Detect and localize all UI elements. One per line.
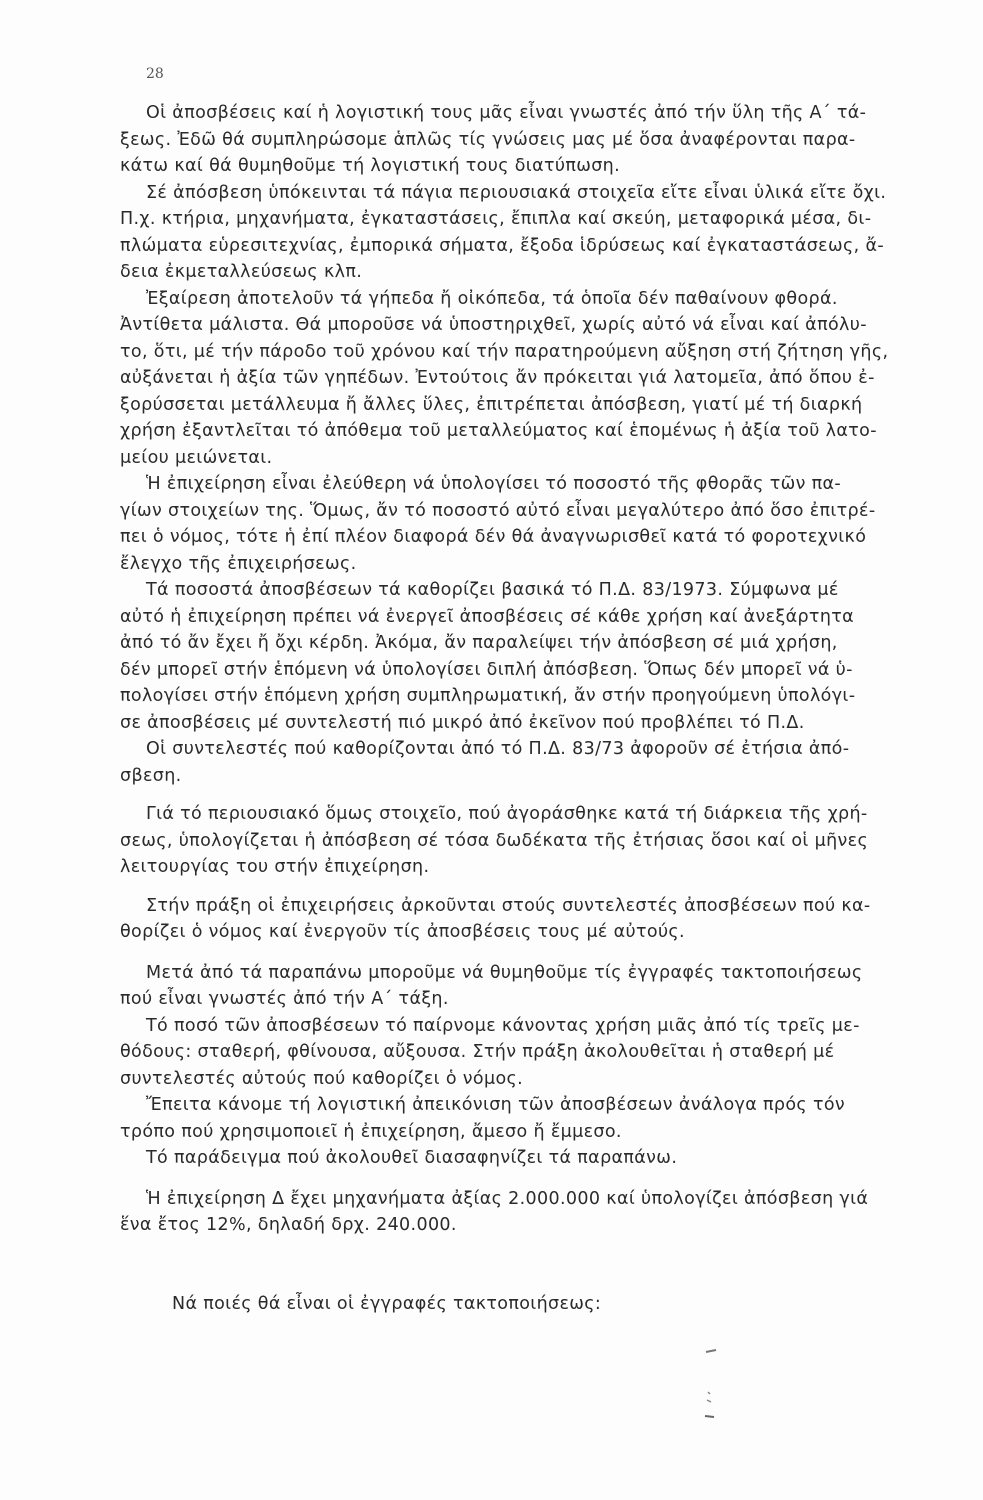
text-line: δεια ἐκμεταλλεύσεως κλπ. — [120, 262, 363, 282]
text-line: Τό παράδειγμα πού ἀκολουθεῖ διασαφηνίζει τά παραπάνω. — [146, 1148, 678, 1168]
paragraph-12 — [120, 1145, 966, 1172]
text-line: ξεως. Ἐδῶ θά συμπληρώσομε ἁπλῶς τίς γνώσεις μας μέ ὅσα ἀναφέρονται παρα- — [120, 129, 856, 150]
text-line: Νά ποιές θά εἶναι οἱ ἐγγραφές τακτοποιήσεως: — [172, 1293, 602, 1314]
paragraph-6 — [120, 736, 966, 789]
text-line: πει ὁ νόμος, τότε ἡ ἐπί πλέον διαφορά δέν θά ἀναγνωρισθεῖ κατά τό φοροτεχνικό — [120, 527, 867, 547]
page-number: 28 — [146, 66, 164, 82]
text-line: πλώματα εὑρεσιτεχνίας, ἐμπορικά σήματα, ἔξοδα ἱδρύσεως καί ἐγκαταστάσεως, ἄ- — [120, 235, 884, 256]
text-line: αὐτό ἡ ἐπιχείρηση πρέπει νά ἐνεργεῖ ἀποσβέσεις σέ κάθε χρήση καί ἀνεξάρτητα — [120, 606, 855, 627]
text-line: Στήν πράξη οἱ ἐπιχειρήσεις ἀρκοῦνται στούς συντελεστές ἀποσβέσεων πού κα- — [146, 895, 871, 916]
text-line: κάτω καί θά θυμηθοῦμε τή λογιστική τους διατύπωση. — [120, 156, 621, 176]
paragraph-4 — [120, 471, 966, 577]
text-line: γίων στοιχείων της. Ὅμως, ἄν τό ποσοστό αὐτό εἶναι μεγαλύτερο ἀπό ὅσο ἐπιτρέ- — [120, 500, 876, 521]
paragraph-11 — [120, 1092, 966, 1145]
paragraph-1 — [120, 100, 966, 180]
text-line: λειτουργίας του στήν ἐπιχείρηση. — [120, 857, 430, 877]
text-line: Ἐξαίρεση ἀποτελοῦν τά γήπεδα ἤ οἰκόπεδα, τά ὁποῖα δέν παθαίνουν φθορά. — [146, 288, 838, 309]
text-line: θόδους: σταθερή, φθίνουσα, αὔξουσα. Στήν πράξη ἀκολουθεῖται ἡ σταθερή μέ — [120, 1042, 835, 1062]
paragraph-9 — [120, 960, 966, 1013]
text-line: Σέ ἀπόσβεση ὑπόκεινται τά πάγια περιουσιακά στοιχεῖα εἴτε εἶναι ὑλικά εἴτε ὄχι. — [146, 182, 887, 203]
text-line: θορίζει ὁ νόμος καί ἐνεργοῦν τίς ἀποσβέσεις τους μέ αὐτούς. — [120, 922, 685, 942]
text-line: Μετά ἀπό τά παραπάνω μποροῦμε νά θυμηθοῦμε τίς ἐγγραφές τακτοποιήσεως — [146, 962, 863, 983]
text-line: ἔλεγχο τῆς ἐπιχειρήσεως. — [120, 553, 357, 574]
text-line: Π.χ. κτήρια, μηχανήματα, ἐγκαταστάσεις, ἔπιπλα καί σκεύη, μεταφορικά μέσα, δι- — [120, 209, 872, 229]
text-line: δέν μπορεῖ στήν ἑπόμενη νά ὑπολογίσει διπλή ἀπόσβεση. Ὅπως δέν μπορεῖ νά ὑ- — [120, 659, 853, 680]
text-line: Οἱ ἀποσβέσεις καί ἡ λογιστική τους μᾶς εἶναι γνωστές ἀπό τήν ὕλη τῆς Α΄ τά- — [146, 103, 867, 123]
text-line: Τό ποσό τῶν ἀποσβέσεων τό παίρνομε κάνοντας χρήση μιᾶς ἀπό τίς τρεῖς με- — [146, 1015, 860, 1036]
paragraph-10 — [120, 1013, 966, 1093]
text-line: ἕνα ἔτος 12%, δηλαδή δρχ. 240.000. — [120, 1215, 457, 1235]
paragraph-5 — [120, 577, 966, 736]
paragraph-3 — [120, 286, 966, 472]
scan-marks — [700, 1342, 740, 1432]
paragraph-13 — [120, 1186, 966, 1239]
text-line: σε ἀποσβέσεις μέ συντελεστή πιό μικρό ἀπό ἐκεῖνον πού προβλέπει τό Π.Δ. — [120, 712, 805, 733]
paragraph-8 — [120, 893, 966, 946]
text-line: χρήση ἐξαντλεῖται τό ἀπόθεμα τοῦ μεταλλεύματος καί ἑπομένως ἡ ἀξία τοῦ λατο- — [120, 421, 877, 441]
text-line: πού εἶναι γνωστές ἀπό τήν Α΄ τάξη. — [120, 989, 449, 1009]
text-line: Γιά τό περιουσιακό ὅμως στοιχεῖο, πού ἀγοράσθηκε κατά τή διάρκεια τῆς χρή- — [146, 804, 868, 824]
text-line: μείου μειώνεται. — [120, 447, 273, 468]
text-line: Οἱ συντελεστές πού καθορίζονται ἀπό τό Π.Δ. 83/73 ἀφοροῦν σέ ἐτήσια ἀπό- — [146, 739, 850, 759]
text-line: πολογίσει στήν ἑπόμενη χρήση συμπληρωματική, ἄν στήν προηγούμενη ὑπολόγι- — [120, 686, 856, 706]
text-line: αὐξάνεται ἡ ἀξία τῶν γηπέδων. Ἐντούτοις ἄν πρόκειται γιά λατομεῖα, ἀπό ὅπου ἐ- — [120, 368, 875, 388]
text-line: Ἡ ἐπιχείρηση Δ ἔχει μηχανήματα ἀξίας 2.000.000 καί ὑπολογίζει ἀπόσβεση γιά — [146, 1188, 869, 1209]
text-line: ξορύσσεται μετάλλευμα ἤ ἄλλες ὕλες, ἐπιτρέπεται ἀπόσβεση, γιατί μέ τή διαρκή — [120, 394, 863, 415]
text-line: Ἡ ἐπιχείρηση εἶναι ἐλεύθερη νά ὑπολογίσει τό ποσοστό τῆς φθορᾶς τῶν πα- — [146, 474, 842, 494]
text-line: ἀπό τό ἄν ἔχει ἤ ὄχι κέρδη. Ἀκόμα, ἄν παραλείψει τήν ἀπόσβεση σέ μιά χρήση, — [120, 633, 838, 653]
paragraph-2 — [120, 180, 966, 286]
body-text — [120, 100, 966, 1317]
text-line: συντελεστές αὐτούς πού καθορίζει ὁ νόμος. — [120, 1068, 524, 1089]
text-line: Ἔπειτα κάνομε τή λογιστική ἀπεικόνιση τῶν ἀποσβέσεων ἀνάλογα πρός τόν — [146, 1095, 846, 1115]
text-line: Ἀντίθετα μάλιστα. Θά μποροῦσε νά ὑποστηριχθεῖ, χωρίς αὐτό νά εἶναι καί ἀπόλυ- — [120, 315, 867, 335]
text-line: τρόπο πού χρησιμοποιεῖ ἡ ἐπιχείρηση, ἄμεσο ἤ ἔμμεσο. — [120, 1121, 622, 1142]
text-line: το, ὅτι, μέ τήν πάροδο τοῦ χρόνου καί τήν παρατηρούμενη αὔξηση στή ζήτηση γῆς, — [120, 341, 889, 362]
text-line: σβεση. — [120, 765, 182, 786]
paragraph-14 — [120, 1291, 966, 1318]
text-line: σεως, ὑπολογίζεται ἡ ἀπόσβεση σέ τόσα δωδέκατα τῆς ἐτήσιας ὅσοι καί οἱ μῆνες — [120, 830, 869, 851]
paragraph-7 — [120, 801, 966, 881]
text-line: Τά ποσοστά ἀποσβέσεων τά καθορίζει βασικά τό Π.Δ. 83/1973. Σύμφωνα μέ — [146, 580, 839, 600]
